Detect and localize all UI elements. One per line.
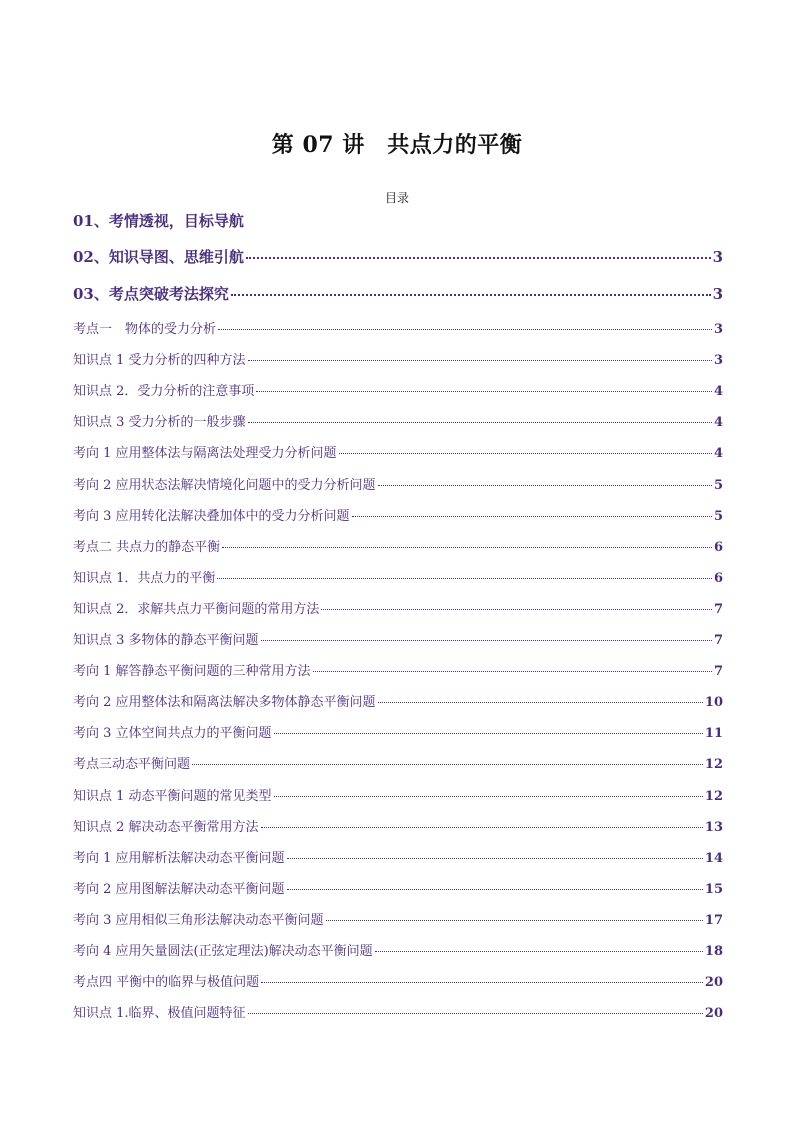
toc-entry[interactable] [73, 567, 723, 586]
toc-page-number: 6 [713, 539, 723, 555]
toc-entry[interactable] [73, 283, 723, 304]
toc-entry-label: 考点三动态平衡问题 [73, 757, 191, 773]
toc-page-number: 7 [713, 601, 723, 617]
toc-entry-label: 考向 1 解答静态平衡问题的三种常用方法 [73, 664, 311, 680]
toc-dot-leader [274, 795, 703, 797]
toc-entry[interactable] [73, 722, 723, 741]
toc-page-number: 3 [712, 285, 723, 303]
toc-dot-leader [261, 639, 712, 641]
toc-dot-leader [218, 328, 712, 330]
toc-page-number: 3 [713, 322, 723, 337]
toc-entry[interactable] [73, 878, 723, 897]
toc-dot-leader [246, 256, 711, 259]
toc-entry-label: 知识点 2．求解共点力平衡问题的常用方法 [73, 601, 320, 617]
toc-dot-leader [274, 732, 703, 734]
toc-entry-label: 知识点 1 动态平衡问题的常见类型 [73, 788, 272, 804]
toc-entry[interactable] [73, 442, 723, 461]
toc-entry-label: 考向 3 应用转化法解决叠加体中的受力分析问题 [73, 508, 350, 524]
toc-entry-label: 考向 2 应用图解法解决动态平衡问题 [73, 881, 285, 897]
toc-page-number: 10 [704, 695, 723, 711]
toc-dot-leader [256, 390, 712, 392]
toc-dot-leader [378, 701, 703, 703]
toc-page-number: 20 [704, 975, 723, 991]
toc-entry-label: 03、考点突破考法探究 [73, 285, 229, 303]
toc-dot-leader [375, 950, 703, 952]
toc-dot-leader [192, 763, 703, 765]
toc-page-number: 3 [712, 248, 723, 266]
toc-page-number: 11 [704, 726, 723, 742]
toc-dot-leader [261, 826, 703, 828]
toc-dot-leader [352, 515, 712, 517]
toc-entry[interactable] [73, 660, 723, 679]
toc-entry[interactable] [73, 474, 723, 493]
toc-entry-label: 考向 2 应用整体法和隔离法解决多物体静态平衡问题 [73, 695, 376, 711]
toc-entry[interactable] [73, 318, 723, 337]
toc-entry[interactable] [73, 536, 723, 555]
toc-page-number: 13 [704, 819, 723, 835]
toc-entry-label: 知识点 1.临界、极值问题特征 [73, 1006, 246, 1022]
toc-entry[interactable] [73, 411, 723, 430]
toc-entry-label: 知识点 3 多物体的静态平衡问题 [73, 633, 259, 648]
toc-page-number: 5 [713, 508, 723, 524]
toc-page-number: 14 [704, 850, 723, 866]
toc-entry-label: 考向 2 应用状态法解决情境化问题中的受力分析问题 [73, 477, 376, 493]
page-title: 第 07 讲 共点力的平衡 [271, 132, 523, 158]
toc-entry-label: 知识点 2．受力分析的注意事项 [73, 384, 255, 400]
toc-dot-leader [222, 546, 712, 548]
toc-entry[interactable] [73, 816, 723, 835]
toc-page-number: 3 [713, 353, 723, 369]
toc-entry[interactable] [73, 940, 723, 959]
toc-page-number: 7 [713, 664, 723, 680]
toc-entry[interactable] [73, 909, 723, 928]
toc-entry-label: 知识点 1．共点力的平衡 [73, 570, 216, 586]
toc-entry[interactable] [73, 505, 723, 524]
toc-page-number: 17 [704, 912, 723, 928]
toc-dot-leader [231, 293, 711, 296]
toc-page-number: 4 [713, 384, 723, 400]
toc-entry-label: 考点二 共点力的静态平衡 [73, 539, 221, 555]
toc-dot-leader [287, 888, 703, 890]
toc-entry[interactable] [73, 210, 723, 231]
toc-dot-leader [321, 608, 712, 610]
toc-page-number: 15 [704, 881, 723, 897]
toc-dot-leader [287, 857, 703, 859]
toc-entry-label: 考向 1 应用解析法解决动态平衡问题 [73, 850, 285, 866]
toc-entry-label: 考向 1 应用整体法与隔离法处理受力分析问题 [73, 446, 337, 462]
toc-entry[interactable] [73, 629, 723, 648]
toc-entry[interactable] [73, 349, 723, 368]
toc-page-number: 12 [704, 788, 723, 804]
toc-dot-leader [261, 981, 703, 983]
toc-dot-leader [313, 670, 712, 672]
toc-entry[interactable] [73, 753, 723, 772]
toc-entry-label: 考向 3 应用相似三角形法解决动态平衡问题 [73, 912, 324, 928]
toc-entry[interactable] [73, 971, 723, 990]
toc-heading: 目录 [384, 191, 409, 205]
toc-dot-leader [378, 484, 712, 486]
toc-entry-label: 知识点 2 解决动态平衡常用方法 [73, 819, 259, 835]
toc-entry[interactable] [73, 598, 723, 617]
toc-page-number: 4 [713, 415, 723, 431]
toc-page-number: 12 [704, 757, 723, 773]
toc-dot-leader [217, 577, 712, 579]
toc-page-number: 18 [704, 944, 723, 959]
toc-page-number: 20 [704, 1006, 723, 1022]
toc-page-number: 5 [713, 477, 723, 493]
toc-entry-label: 考点四 平衡中的临界与极值问题 [73, 975, 260, 991]
toc-entry-label: 考点一 物体的受力分析 [73, 322, 217, 337]
toc-entry-label: 知识点 3 受力分析的一般步骤 [73, 415, 246, 431]
toc-entry-label: 考向 4 应用矢量圆法(正弦定理法)解决动态平衡问题 [73, 944, 373, 959]
toc-entry[interactable] [73, 380, 723, 399]
toc-entry-label: 02、知识导图、思维引航 [73, 248, 244, 266]
toc-entry-label: 考向 3 立体空间共点力的平衡问题 [73, 726, 272, 742]
toc-dot-leader [248, 1012, 703, 1014]
toc-entry-label: 知识点 1 受力分析的四种方法 [73, 353, 246, 369]
toc-dot-leader [248, 359, 712, 361]
toc-dot-leader [248, 421, 712, 423]
toc-entry-label: 01、考情透视，目标导航 [73, 212, 244, 230]
toc-entry[interactable] [73, 785, 723, 804]
toc-dot-leader [339, 452, 712, 454]
toc-entry[interactable] [73, 847, 723, 866]
toc-entry[interactable] [73, 246, 723, 267]
toc-entry[interactable] [73, 1002, 723, 1021]
toc-page-number: 6 [713, 570, 723, 586]
toc-page-number: 7 [713, 633, 723, 648]
toc-page-number: 4 [713, 446, 723, 462]
toc-entry[interactable] [73, 691, 723, 710]
toc-dot-leader [326, 919, 703, 921]
